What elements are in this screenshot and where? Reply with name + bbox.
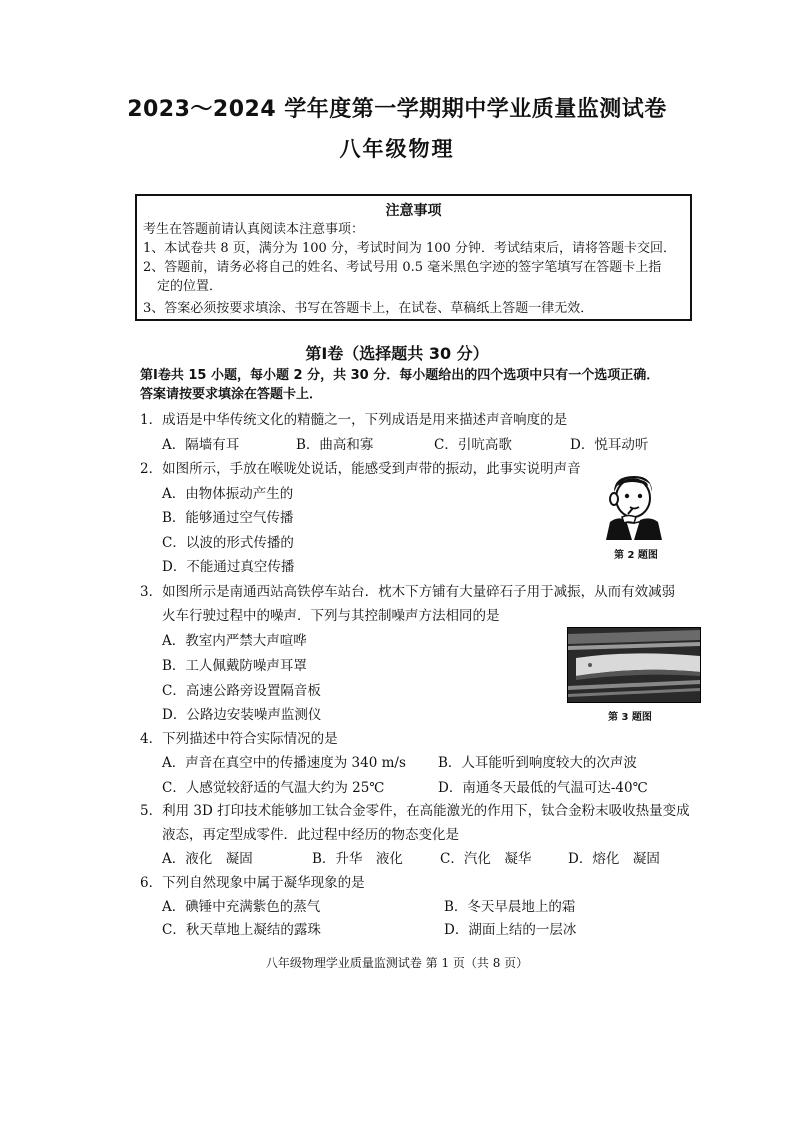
exam-title: 2023～2024 学年度第一学期期中学业质量监测试卷 bbox=[127, 97, 667, 122]
notice-line: 3、答案必须按要求填涂、书写在答题卡上，在试卷、草稿纸上答题一律无效． bbox=[143, 301, 594, 316]
question-2-stem: 2．如图所示，手放在喉咙处说话，能感受到声带的振动，此事实说明声音 bbox=[140, 461, 581, 477]
q5-option-b: B．升华 液化 bbox=[312, 851, 403, 867]
q5-option-a: A．液化 凝固 bbox=[162, 851, 253, 867]
section-instruction: 答案请按要求填涂在答题卡上． bbox=[140, 387, 323, 402]
notice-box bbox=[135, 194, 692, 321]
notice-heading: 注意事项 bbox=[385, 203, 442, 219]
notice-line: 考生在答题前请认真阅读本注意事项： bbox=[143, 222, 365, 237]
figure-3-caption: 第 3 题图 bbox=[608, 712, 652, 723]
q4-option-c: C．人感觉较舒适的气温大约为 25℃ bbox=[162, 780, 385, 796]
figure-2-cartoon bbox=[592, 470, 672, 540]
q6-option-b: B．冬天早晨地上的霜 bbox=[444, 899, 576, 915]
notice-line: 定的位置． bbox=[157, 279, 223, 294]
notice-line: 1、本试卷共 8 页，满分为 100 分，考试时间为 100 分钟．考试结束后，请将答题卡交回． bbox=[143, 241, 676, 256]
q3-option-a: A．教室内严禁大声喧哗 bbox=[162, 633, 307, 649]
q1-option-a: A．隔墙有耳 bbox=[162, 437, 240, 453]
q1-option-c: C．引吭高歌 bbox=[434, 437, 512, 453]
q6-option-d: D．湖面上结的一层冰 bbox=[444, 922, 577, 938]
question-3-stem-cont: 火车行驶过程中的噪声．下列与其控制噪声方法相同的是 bbox=[162, 608, 500, 624]
q2-option-b: B．能够通过空气传播 bbox=[162, 510, 294, 526]
q4-option-d: D．南通冬天最低的气温可达-40℃ bbox=[438, 780, 648, 796]
q2-option-a: A．由物体振动产生的 bbox=[162, 486, 294, 502]
q4-option-b: B．人耳能听到响度较大的次声波 bbox=[438, 755, 637, 771]
q4-option-a: A．声音在真空中的传播速度为 340 m/s bbox=[162, 755, 406, 771]
q6-option-c: C．秋天草地上凝结的露珠 bbox=[162, 922, 321, 938]
notice-line: 2、答题前，请务必将自己的姓名、考试号用 0.5 毫米黑色字迹的签字笔填写在答题卡上指 bbox=[143, 260, 662, 275]
section-instruction: 第Ⅰ卷共 15 小题，每小题 2 分，共 30 分．每小题给出的四个选项中只有一个选项正确． bbox=[140, 368, 660, 383]
q2-option-c: C．以波的形式传播的 bbox=[162, 535, 294, 551]
figure-2-caption: 第 2 题图 bbox=[614, 550, 658, 561]
page-footer: 八年级物理学业质量监测试卷 第 1 页（共 8 页） bbox=[265, 956, 529, 970]
figure-3-photo bbox=[567, 627, 701, 703]
q3-option-d: D．公路边安装噪声监测仪 bbox=[162, 707, 322, 723]
question-5-stem: 5．利用 3D 打印技术能够加工钛合金零件，在高能激光的作用下，钛合金粉末吸收热量变成 bbox=[140, 803, 690, 819]
q5-option-c: C．汽化 凝华 bbox=[440, 851, 532, 867]
question-3-stem: 3．如图所示是南通西站高铁停车站台．枕木下方铺有大量碎石子用于减振，从而有效减弱 bbox=[140, 584, 676, 600]
question-6-stem: 6．下列自然现象中属于凝华现象的是 bbox=[140, 875, 365, 891]
section-title: 第Ⅰ卷（选择题共 30 分） bbox=[305, 344, 489, 363]
question-1-stem: 1．成语是中华传统文化的精髓之一，下列成语是用来描述声音响度的是 bbox=[140, 412, 568, 428]
q3-option-c: C．高速公路旁设置隔音板 bbox=[162, 683, 321, 699]
q1-option-b: B．曲高和寡 bbox=[296, 437, 374, 453]
exam-subtitle: 八年级物理 bbox=[339, 137, 455, 161]
q5-option-d: D．熔化 凝固 bbox=[568, 851, 660, 867]
question-5-stem-cont: 液态，再定型成零件．此过程中经历的物态变化是 bbox=[162, 827, 459, 843]
q2-option-d: D．不能通过真空传播 bbox=[162, 559, 295, 575]
q3-option-b: B．工人佩戴防噪声耳罩 bbox=[162, 658, 307, 674]
q1-option-d: D．悦耳动听 bbox=[570, 437, 649, 453]
q6-option-a: A．碘锤中充满紫色的蒸气 bbox=[162, 899, 321, 915]
question-4-stem: 4．下列描述中符合实际情况的是 bbox=[140, 731, 338, 747]
